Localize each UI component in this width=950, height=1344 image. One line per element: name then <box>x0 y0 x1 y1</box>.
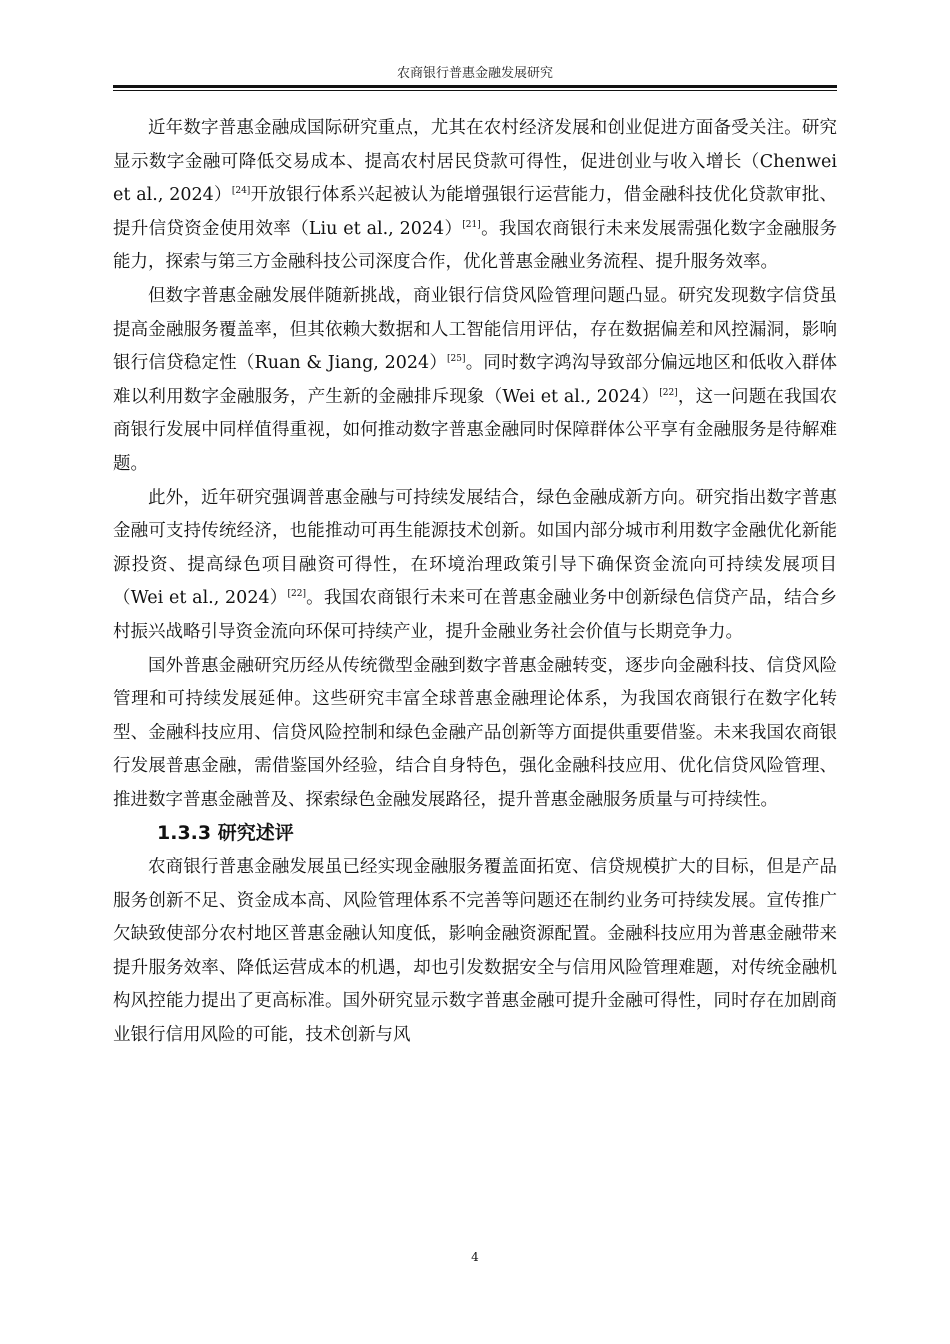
citation-25: [25] <box>447 354 466 365</box>
section-paragraph: 农商银行普惠金融发展虽已经实现金融服务覆盖面拓宽、信贷规模扩大的目标，但是产品服务创新不足、资金成本高、风险管理体系不完善等问题还在制约业务可持续发展。宣传推广欠缺致使部分农村地区普惠金融认知度低，影响金融资源配置。金融科技应用为普惠金融带来提升服务效率、降低运营成本的机遇，却也引发数据安全与信用风险管理难题，对传统金融机构风控能力提出了更高标准。国外研究显示数字普惠金融可提升金融可得性，同时存在加剧商业银行信用风险的可能，技术创新与风 <box>113 857 837 1046</box>
citation-21: [21] <box>462 219 481 230</box>
citation-22: [22] <box>287 589 306 600</box>
citation-24: [24] <box>231 186 251 197</box>
section-heading: 1.3.3 研究述评 <box>157 822 294 845</box>
header-rule-thick <box>113 85 837 88</box>
paragraph-2: 但数字普惠金融发展伴随新挑战，商业银行信贷风险管理问题凸显。研究发现数字信贷虽提高金融服务覆盖率，但其依赖大数据和人工智能信用评估，存在数据偏差和风控漏洞，影响银行信贷稳定性（Ruan & Jiang, 2024）[25]。同时数字鸿沟导致部分偏远地区和低收入群体难以利用数字金融服务，产生新的金融排斥现象（Wei et al., 2024）[22]，这一问题在我国农商银行发展中同样值得重视，如何推动数字普惠金融同时保障群体公平享有金融服务是待解难题。 <box>113 285 838 474</box>
paragraph-1: 近年数字普惠金融成国际研究重点，尤其在农村经济发展和创业促进方面备受关注。研究显示数字金融可降低交易成本、提高农村居民贷款可得性，促进创业与收入增长（Chenwei et al., 2024）[24]开放银行体系兴起被认为能增强银行运营能力，借金融科技优化贷款审批、提升信贷资金使用效率（Liu et al., 2024）[21]。我国农商银行未来发展需强化数字金融服务能力，探索与第三方金融科技公司深度合作，优化普惠金融业务流程、提升服务效率。 <box>113 118 837 273</box>
running-header: 农商银行普惠金融发展研究 <box>396 66 553 81</box>
header-rule-thin <box>113 90 837 91</box>
page-number: 4 <box>471 1250 479 1264</box>
citation-22: [22] <box>659 387 678 398</box>
paragraph-3: 此外，近年研究强调普惠金融与可持续发展结合，绿色金融成新方向。研究指出数字普惠金融可支持传统经济，也能推动可再生能源技术创新。如国内部分城市利用数字金融优化新能源投资、提高绿色项目融资可得性，在环境治理政策引导下确保资金流向可持续发展项目（Wei et al., 2024）[22]。我国农商银行未来可在普惠金融业务中创新绿色信贷产品，结合乡村振兴战略引导资金流向环保可持续产业，提升金融业务社会价值与长期竞争力。 <box>113 487 837 642</box>
paragraph-4: 国外普惠金融研究历经从传统微型金融到数字普惠金融转变，逐步向金融科技、信贷风险管理和可持续发展延伸。这些研究丰富全球普惠金融理论体系，为我国农商银行在数字化转型、金融科技应用、信贷风险控制和绿色金融产品创新等方面提供重要借鉴。未来我国农商银行发展普惠金融，需借鉴国外经验，结合自身特色，强化金融科技应用、优化信贷风险管理、推进数字普惠金融普及、探索绿色金融发展路径，提升普惠金融服务质量与可持续性。 <box>113 655 837 810</box>
page-body <box>113 112 837 1053</box>
